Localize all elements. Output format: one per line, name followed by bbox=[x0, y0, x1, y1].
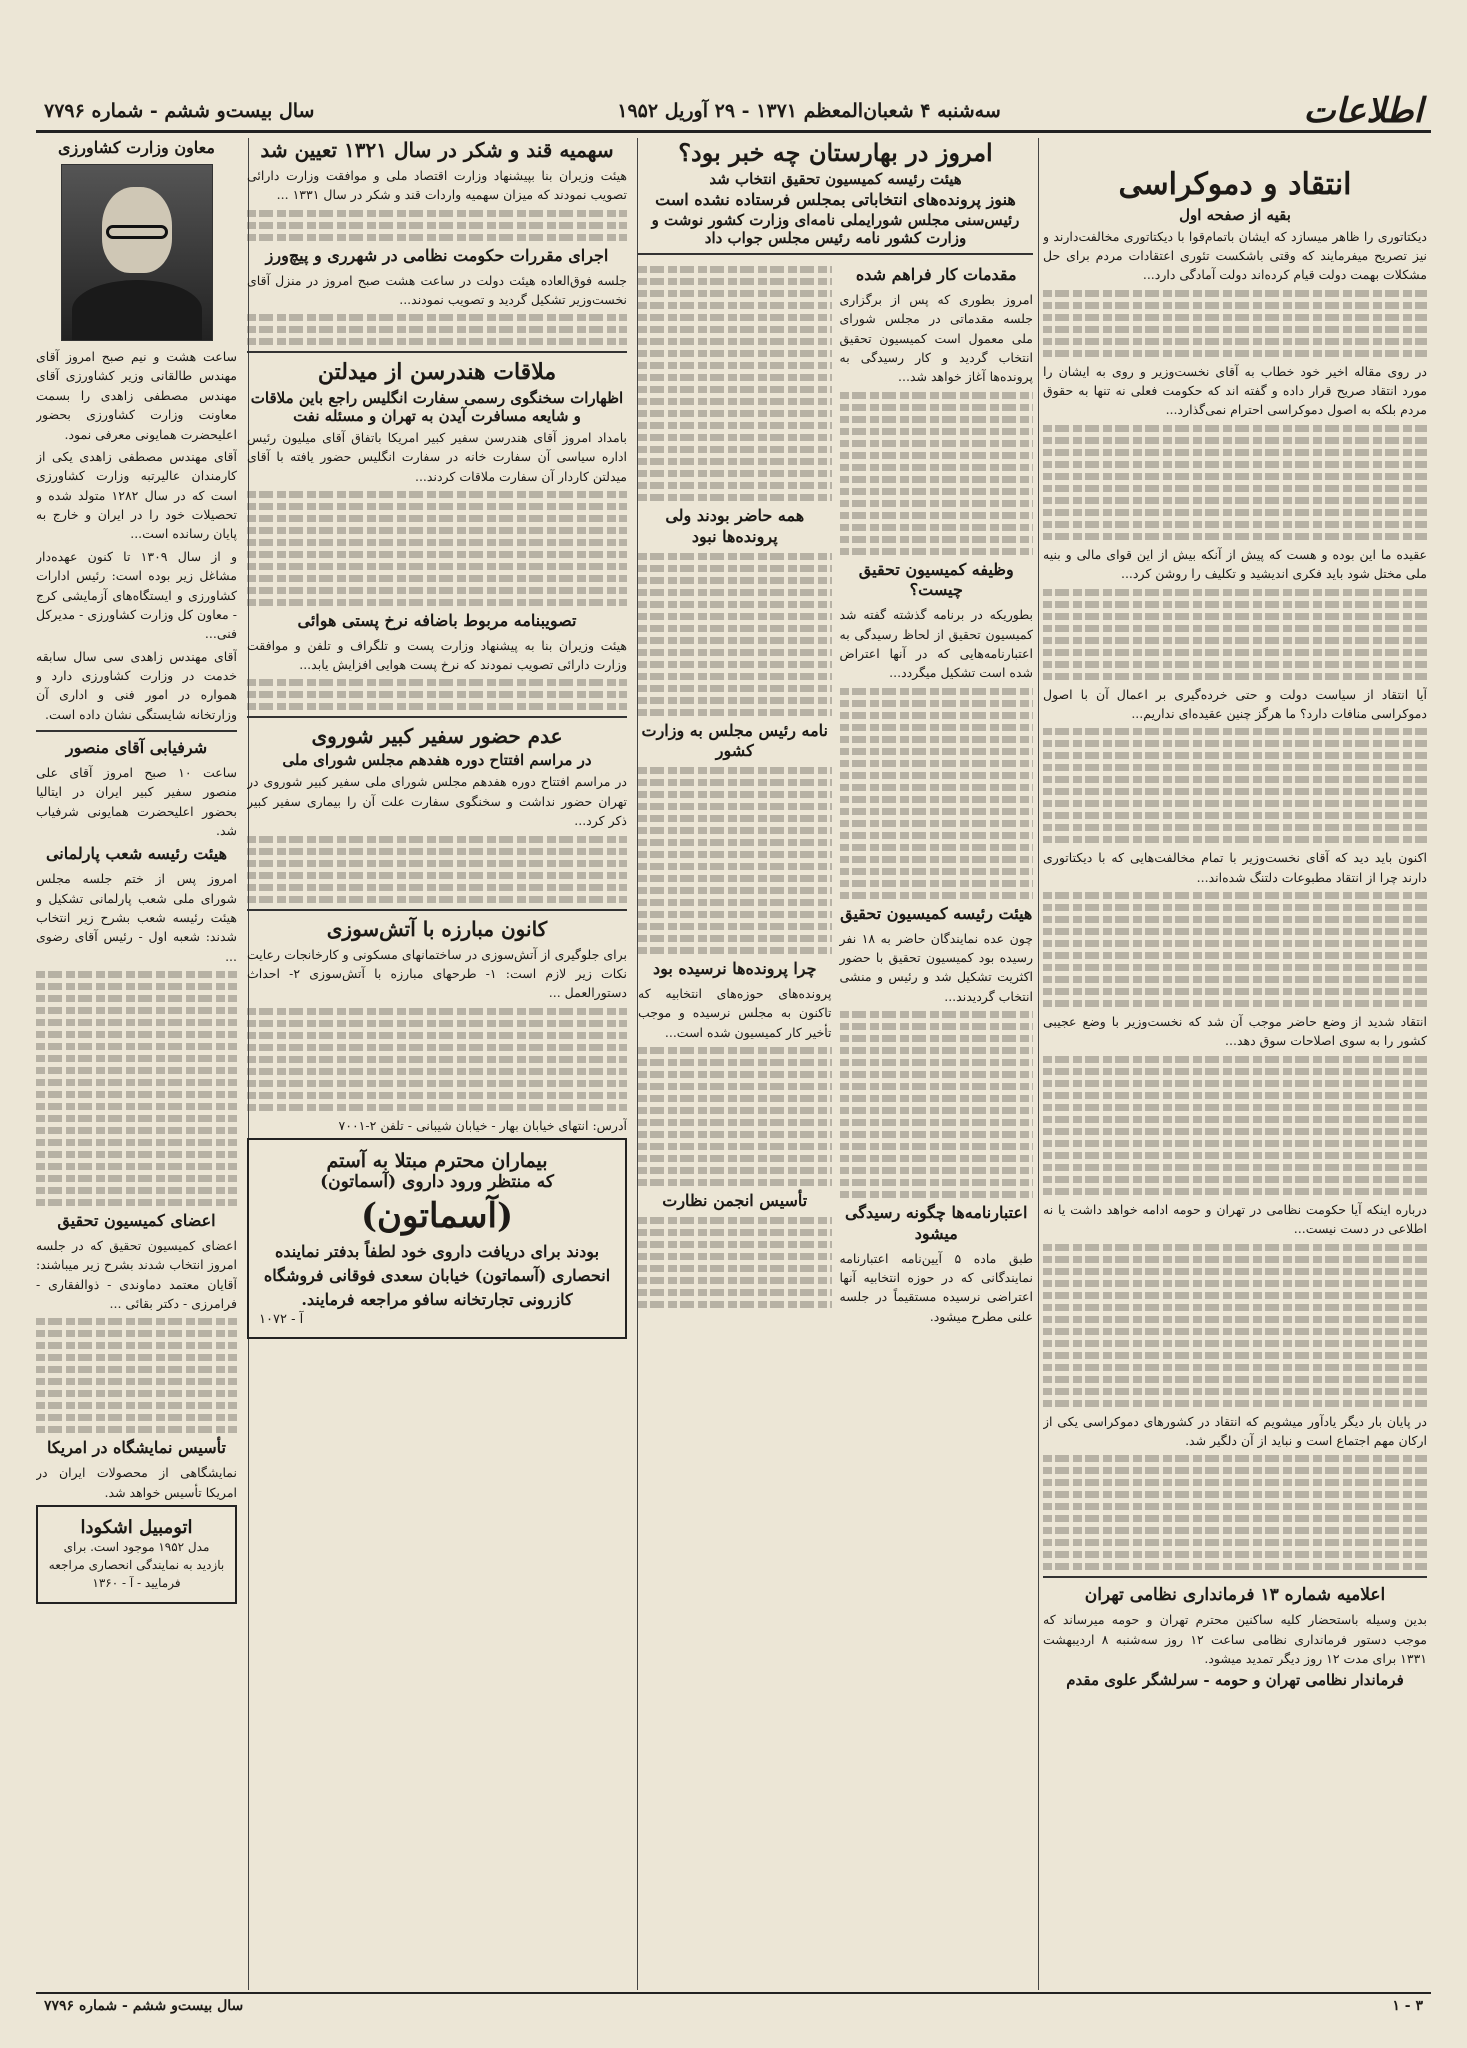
text-block bbox=[1043, 1056, 1427, 1195]
paragraph: عقیده ما این بوده و هست که پیش از آنکه بیش از این قوای مالی و بنیه ملی مختل شود باید فکری اندیشید و تکلیف را روشن کرد... bbox=[1043, 546, 1427, 582]
section-heading: شرفیابی آقای منصور bbox=[65, 738, 208, 758]
article-agriculture-deputy bbox=[36, 138, 237, 1604]
ad-body: بودند برای دریافت داروی خود لطفاً بدفتر نماینده انحصاری (آسماتون) خیابان سعدی فوقانی فروشگاه کازرونی تجارتخانه سافو مراجعه فرمایند. bbox=[263, 1242, 611, 1310]
text-block bbox=[1043, 892, 1427, 1007]
text-block bbox=[840, 1011, 1034, 1198]
section-heading: اجرای مقررات حکومت نظامی در شهرری و پیچ‌ورز bbox=[265, 245, 609, 265]
text-block bbox=[247, 836, 627, 903]
section-heading: نامه رئیس مجلس به وزارت کشور bbox=[641, 720, 828, 761]
paragraph: هیئت وزیران بنا به پیشنهاد وزارت پست و تلگراف و تلفن و موافقت وزارت دارائی تصویب نمودند که نرخ پست هوایی افزایش یابد... bbox=[247, 637, 627, 673]
portrait-photo bbox=[61, 164, 213, 341]
paragraph: اعضای کمیسیون تحقیق که در جلسه امروز انتخاب شدند بشرح زیر میباشند: آقایان معتمد دماوندی - ذوالفقاری - فرامرزی - دکتر بقائی ... bbox=[36, 1237, 237, 1312]
section-heading: مقدمات کار فراهم شده bbox=[855, 265, 1017, 284]
headline-fire-fighting: کانون مبارزه با آتش‌سوزی bbox=[326, 916, 548, 941]
text-block bbox=[638, 553, 832, 716]
section-heading: تأسیس نمایشگاه در امریکا bbox=[47, 1438, 226, 1458]
paragraph: آقای مهندس زاهدی سی سال سابقه خدمت در وزارت کشاورزی دارد و همواره در امور فنی و اداری آن وزارتخانه شایستگی نشان داده است. bbox=[36, 648, 237, 722]
text-block bbox=[1043, 1455, 1427, 1570]
subhead: رئیس‌سنی مجلس شورایملی نامه‌ای وزارت کشور نوشت و وزارت کشور نامه رئیس مجلس جواب داد bbox=[651, 211, 1020, 247]
text-block bbox=[638, 1217, 832, 1308]
paragraph: برای جلوگیری از آتش‌سوزی در ساختمانهای مسکونی و کارخانجات رعایت نکات زیر لازم است: ۱- طرحهای مبارزه با آتش‌سوزی ۲- احداث دستورالعمل ... bbox=[247, 946, 627, 1001]
paragraph: بطوریکه در برنامه گذشته گفته شد کمیسیون تحقیق از لحاظ رسیدگی به اعتبارنامه‌هایی که در آنها اعتراض شده است تشکیل میگردد... bbox=[839, 607, 1033, 681]
text-block bbox=[638, 767, 832, 954]
parliament-column-b bbox=[638, 261, 832, 1329]
text-block bbox=[638, 266, 832, 501]
section-heading: هیئت رئیسه کمیسیون تحقیق bbox=[840, 903, 1033, 923]
paragraph: ساعت ۱۰ صبح امروز آقای علی منصور سفیر کبیر ایران در ایتالیا بحضور اعلیحضرت همایونی شرفیاب شد. bbox=[36, 764, 237, 839]
ad-subtitle: که منتظر ورود داروی (آسماتون) bbox=[320, 1172, 554, 1193]
martial-law-notice-body: بدین وسیله باستحضار کلیه ساکنین محترم تهران و حومه میرساند که موجب دستور فرمانداری نظامی ساعت ۱۲ روز سه‌شنبه ۸ اردیبهشت ۱۳۳۱ برای مدت ۱۲ روز دیگر تمدید میشود. bbox=[1043, 1612, 1427, 1667]
paragraph: در مراسم افتتاح دوره هفدهم مجلس شورای ملی سفیر کبیر شوروی در تهران حضور نداشت و سخنگوی سفارت علت آن را بیماری سفیر کبیر ذکر کرد... bbox=[247, 774, 627, 829]
ad-body: مدل ۱۹۵۲ موجود است. برای بازدید به نمایندگی انحصاری مراجعه فرمایید - آ - ۱۳۶۰ bbox=[48, 1539, 225, 1590]
ad-code: آ - ۱۰۷۲ bbox=[259, 1312, 304, 1328]
paragraph: طبق ماده ۵ آیین‌نامه اعتبارنامه نمایندگانی که در حوزه انتخابیه آنها اعتراضی نرسیده مستقیماً در جلسه علنی مطرح میشود. bbox=[839, 1250, 1033, 1324]
paragraph: پرونده‌های حوزه‌های انتخابیه که تاکنون به مجلس نرسیده و موجب تأخیر کار کمیسیون شده است... bbox=[638, 985, 832, 1040]
issue-date: سه‌شنبه ۴ شعبان‌المعظم ۱۳۷۱ - ۲۹ آوریل ۱۹۵۲ bbox=[617, 100, 1001, 122]
text-block bbox=[36, 1318, 237, 1433]
paragraph: امروز پس از ختم جلسه مجلس شورای ملی شعب پارلمانی تشکیل و هیئت رئیسه شعب بشرح زیر انتخاب شدند: شعبه اول - رئیس آقای رضوی ... bbox=[36, 871, 237, 964]
subhead: در مراسم افتتاح دوره هفدهم مجلس شورای ملی bbox=[282, 751, 592, 770]
text-block bbox=[1043, 425, 1427, 540]
text-block bbox=[247, 210, 627, 241]
page-footer bbox=[36, 1992, 1431, 2022]
ad-title: اتومبیل اشکودا bbox=[80, 1516, 193, 1538]
paragraph: چون عده نمایندگان حاضر به ۱۸ نفر رسیده بود کمیسیون تحقیق با حضور اکثریت تشکیل شد و رئیس و منشی انتخاب گردیدند... bbox=[839, 930, 1033, 1004]
parliament-column-a bbox=[840, 261, 1034, 1329]
martial-law-notice-title: اعلامیه شماره ۱۳ فرمانداری نظامی تهران bbox=[1084, 1585, 1386, 1606]
paragraph: نمایشگاهی از محصولات ایران در امریکا تأسیس خواهد شد. bbox=[36, 1465, 237, 1500]
section-heading: همه حاضر بودند ولی پرونده‌ها نبود bbox=[665, 506, 805, 546]
kicker: بقیه از صفحه اول bbox=[1179, 205, 1291, 224]
text-block bbox=[247, 1008, 627, 1111]
asmaton-advertisement bbox=[247, 1138, 627, 1339]
section-heading: چرا پرونده‌ها نرسیده بود bbox=[652, 959, 817, 979]
ad-brand: (آسماتون) bbox=[360, 1196, 514, 1237]
text-block bbox=[840, 392, 1034, 555]
paragraph: آیا انتقاد از سیاست دولت و حتی خرده‌گیری بر اعمال آن با اصول دموکراسی منافات دارد؟ ما هرگز چنین عقیده‌ای نداریم... bbox=[1043, 686, 1427, 721]
paragraph: امروز بطوری که پس از برگزاری جلسه مقدماتی در مجلس شورای ملی معمول است کمیسیون تحقیق انتخاب گردید و کار رسیدگی به پرونده‌ها آغاز خواهد شد... bbox=[839, 291, 1033, 385]
masthead bbox=[36, 92, 1431, 133]
article-criticism-democracy bbox=[1043, 138, 1427, 1691]
paragraph: آقای مهندس مصطفی زاهدی یکی از کارمندان عالیرتبه وزارت کشاورزی است که در سال ۱۲۸۲ متولد شده و تحصیلات خود را در ایران و خارج به پایان رسانده است... bbox=[36, 448, 237, 542]
subhead: اظهارات سخنگوی رسمی سفارت انگلیس راجع باین ملاقات و شایعه مسافرت آیدن به تهران و مسئله نفت bbox=[250, 388, 624, 425]
photo-caption: ساعت هشت و نیم صبح امروز آقای مهندس طالقانی وزیر کشاورزی آقای مهندس مصطفی زاهدی را بسمت معاونت وزارت کشاورزی بحضور اعلیحضرت همایونی معرفی نمود. bbox=[36, 349, 237, 442]
text-block bbox=[1043, 1244, 1427, 1407]
section-heading: تأسیس انجمن نظارت bbox=[662, 1191, 808, 1211]
section-heading: تصویبنامه مربوط باضافه نرخ پستی هوائی bbox=[297, 610, 577, 630]
paragraph: انتقاد شدید از وضع حاضر موجب آن شد که نخست‌وزیر با وضع عجیبی کشور را به سوی اصلاحات سوق دهد... bbox=[1043, 1014, 1427, 1049]
subhead: هیئت رئیسه کمیسیون تحقیق انتخاب شد bbox=[709, 170, 962, 188]
headline-parliament: امروز در بهارستان چه خبر بود؟ bbox=[678, 138, 993, 167]
article-sugar-quota bbox=[247, 138, 627, 1339]
section-heading: اعضای کمیسیون تحقیق bbox=[57, 1211, 216, 1231]
paragraph: بامداد امروز آقای هندرسن سفیر کبیر امریکا باتفاق آقای میلیون رئیس اداره سیاسی آن سفارت خانه در سفارت انگلیس حضور یافته با آقای میدلتن کاردار آن سفارت ملاقات کردند... bbox=[247, 429, 627, 484]
text-block bbox=[840, 688, 1034, 899]
headline-soviet-ambassador: عدم حضور سفیر کبیر شوروی bbox=[311, 724, 563, 749]
paragraph: در روی مقاله اخیر خود خطاب به آقای نخست‌وزیر و روی به ایشان را مورد انتقاد صریح قرار داده و گفته اند که حکومت فعلی نه تنها به حقوق مردم بلکه به اصول دموکراسی احترام نمی‌گذارد... bbox=[1043, 363, 1427, 418]
section-heading: وظیفه کمیسیون تحقیق چیست؟ bbox=[858, 559, 1014, 600]
text-block bbox=[247, 679, 627, 710]
paragraph: اکنون باید دید که آقای نخست‌وزیر با تمام مخالفت‌هایی که با دیکتاتوری دارند چرا از انتقاد مطبوعات دلتنگ شده‌اند... bbox=[1043, 850, 1427, 885]
text-block bbox=[638, 1047, 832, 1186]
section-heading: هیئت رئیسه شعب پارلمانی bbox=[45, 844, 228, 864]
paragraph: و از سال ۱۳۰۹ تا کنون عهده‌دار مشاغل زیر بوده است: رئیس ادارات کشاورزی و ایستگاه‌های آزمایشی کرج - معاون کل وزارت کشاورزی - مدیرکل فنی... bbox=[36, 548, 237, 642]
paragraph: دیکتاتوری را ظاهر میسازد که ایشان باتمام‌قوا با دیکتاتوری مخالفت‌دارند و نیز تصریح میفرمایند که وقتی باشکست تئوری اعتقادات مردم برای حل مشکلات بهمت دولت قیام کرده‌اند دولت آمادگی دارد... bbox=[1043, 228, 1427, 283]
text-block bbox=[1043, 290, 1427, 357]
headline-criticism-democracy: انتقاد و دموکراسی bbox=[1118, 167, 1352, 202]
issue-number: سال بیست‌و ششم - شماره ۷۷۹۶ bbox=[44, 100, 315, 122]
section-heading: اعتبارنامه‌ها چگونه رسیدگی میشود bbox=[844, 1203, 1028, 1243]
subhead: هنوز پرونده‌های انتخاباتی بمجلس فرستاده نشده است bbox=[655, 190, 1016, 209]
text-block bbox=[247, 491, 627, 606]
headline-henderson-middleton: ملاقات هندرسن از میدلتن bbox=[317, 359, 557, 386]
footer-issue: سال بیست‌و ششم - شماره ۷۷۹۶ bbox=[44, 1998, 244, 2014]
paragraph: آدرس: انتهای خیابان بهار - خیابان شیبانی - تلفن ۲-۷۰۰۱ bbox=[338, 1117, 627, 1133]
text-block bbox=[247, 314, 627, 345]
text-block bbox=[1043, 728, 1427, 843]
page-number: ۳ - ۱ bbox=[1392, 1998, 1423, 2014]
paragraph: هیئت وزیران بنا بپیشنهاد وزارت اقتصاد ملی و موافقت وزارت دارائی تصویب نمودند که میزان سهمیه واردات قند و شکر در سال ۱۳۳۱ ... bbox=[247, 168, 627, 203]
text-block bbox=[36, 971, 237, 1206]
skoda-advertisement bbox=[36, 1505, 237, 1604]
martial-law-notice-signature: فرماندار نظامی تهران و حومه - سرلشگر علوی مقدم bbox=[1066, 1671, 1404, 1690]
paragraph: درباره اینکه آیا حکومت نظامی در تهران و حومه ادامه خواهد داشت یا نه اطلاعی در دست نیست... bbox=[1043, 1201, 1427, 1237]
article-parliament-news bbox=[638, 138, 1033, 1329]
headline-agriculture-deputy: معاون وزارت کشاورزی bbox=[58, 138, 215, 157]
newspaper-logo: اطلاعات bbox=[1303, 91, 1423, 131]
paragraph: در پایان بار دیگر یادآور میشویم که انتقاد در کشورهای دموکراسی یکی از ارکان مهم اجتماع است و نباید از آن دلگیر شد. bbox=[1043, 1413, 1427, 1448]
ad-title: بیماران محترم مبتلا به آستم bbox=[326, 1150, 548, 1173]
text-block bbox=[1043, 589, 1427, 680]
paragraph: جلسه فوق‌العاده هیئت دولت در ساعت هشت صبح امروز در منزل آقای نخست‌وزیر تشکیل گردید و تصویب نمودند... bbox=[247, 272, 627, 307]
headline-sugar-quota: سهمیه قند و شکر در سال ۱۳۲۱ تعیین شد bbox=[260, 138, 614, 162]
